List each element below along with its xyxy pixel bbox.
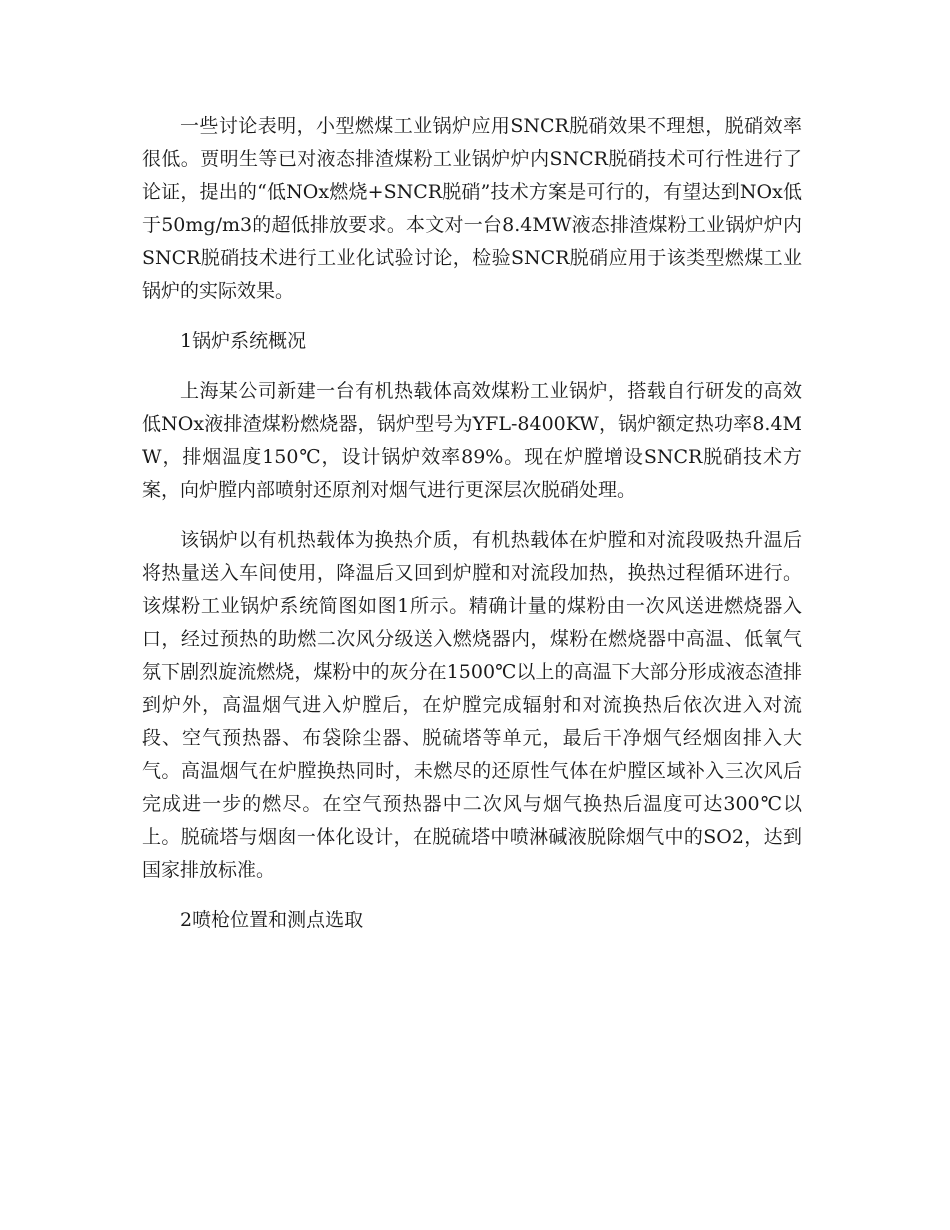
section-heading-2: 2喷枪位置和测点选取 — [180, 909, 364, 931]
section1-paragraph-1: 上海某公司新建一台有机热载体高效煤粉工业锅炉，搭载自行研发的高效低NOx液排渣煤粉燃烧器，锅炉型号为YFL-8400KW，锅炉额定热功率8.4MW，排烟温度150℃，设计锅炉效率89%。现在炉膛增设SNCR脱硝技术方案，向炉膛内部喷射还原剂对烟气进行更深层次脱硝处理。 — [142, 380, 802, 501]
section-heading-1: 1锅炉系统概况 — [180, 330, 307, 352]
intro-paragraph: 一些讨论表明，小型燃煤工业锅炉应用SNCR脱硝效果不理想，脱硝效率很低。贾明生等已对液态排渣煤粉工业锅炉炉内SNCR脱硝技术可行性进行了论证，提出的“低NOx燃烧+SNCR脱硝”技术方案是可行的，有望达到NOx低于50mg/m3的超低排放要求。本文对一台8.4MW液态排渣煤粉工业锅炉炉内SNCR脱硝技术进行工业化试验讨论，检验SNCR脱硝应用于该类型燃煤工业锅炉的实际效果。 — [142, 115, 802, 302]
document-page — [142, 110, 802, 954]
section1-paragraph-2: 该锅炉以有机热载体为换热介质，有机热载体在炉膛和对流段吸热升温后将热量送入车间使用，降温后又回到炉膛和对流段加热，换热过程循环进行。该煤粉工业锅炉系统简图如图1所示。精确计量的煤粉由一次风送进燃烧器入口，经过预热的助燃二次风分级送入燃烧器内，煤粉在燃烧器中高温、低氧气氛下剧烈旋流燃烧，煤粉中的灰分在1500℃以上的高温下大部分形成液态渣排到炉外，高温烟气进入炉膛后，在炉膛完成辐射和对流换热后依次进入对流段、空气预热器、布袋除尘器、脱硫塔等单元，最后干净烟气经烟囱排入大气。高温烟气在炉膛换热同时，未燃尽的还原性气体在炉膛区域补入三次风后完成进一步的燃尽。在空气预热器中二次风与烟气换热后温度可达300℃以上。脱硫塔与烟囱一体化设计，在脱硫塔中喷淋碱液脱除烟气中的SO2，达到国家排放标准。 — [142, 529, 802, 881]
